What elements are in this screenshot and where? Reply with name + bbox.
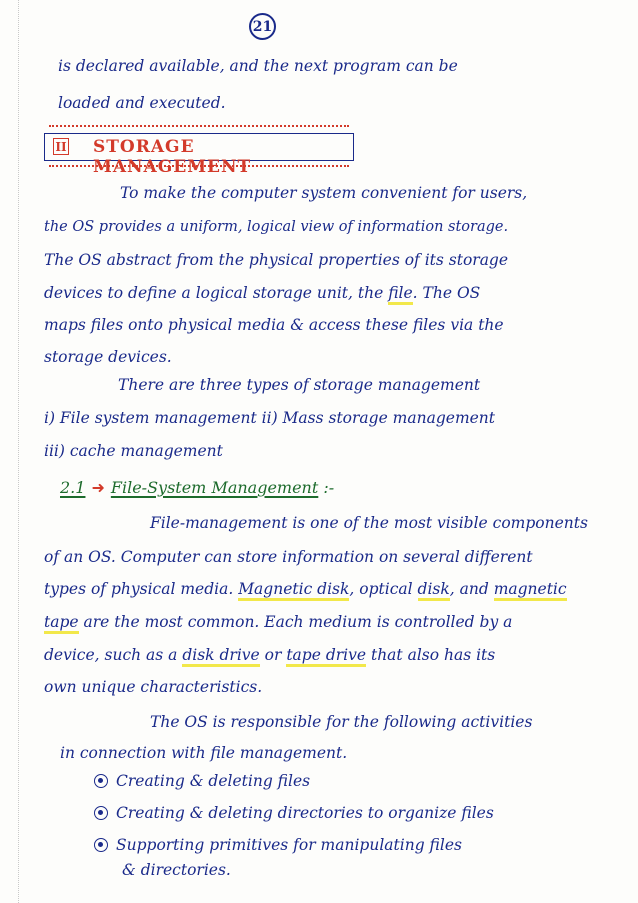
highlight-magnetic: magnetic xyxy=(494,580,567,601)
highlight-tape-drive: tape drive xyxy=(286,646,366,667)
highlight-disk: disk xyxy=(418,580,450,601)
para2-line-5-end: that also has its xyxy=(366,646,496,664)
intro-line-1: is declared available, and the next program can be xyxy=(58,57,458,75)
activity-item-1 xyxy=(94,771,310,791)
para2-line-1: File-management is one of the most visible components xyxy=(150,514,588,532)
activity-text: Creating & deleting files xyxy=(116,772,311,790)
para2-line-2: of an OS. Computer can store information on several different xyxy=(44,548,533,566)
para1-line-4 xyxy=(44,283,480,303)
highlight-disk-drive: disk drive xyxy=(182,646,259,667)
para2-line-4 xyxy=(44,612,512,632)
para1-line-3: The OS abstract from the physical properties of its storage xyxy=(44,251,509,269)
activity-item-2 xyxy=(94,803,494,823)
bullet-icon xyxy=(94,774,108,788)
para3-line-2: in connection with file management. xyxy=(60,744,348,762)
page-number-badge: 21 xyxy=(249,13,276,40)
bullet-icon xyxy=(94,806,108,820)
margin-line xyxy=(18,0,20,903)
subsection-heading xyxy=(60,478,334,498)
activity-item-3-continuation: & directories. xyxy=(122,861,231,879)
para1-line-2: the OS provides a uniform, logical view of information storage. xyxy=(44,219,509,235)
para2-line-3-start: types of physical media. xyxy=(44,580,239,598)
para2-line-5 xyxy=(44,645,495,665)
para1-line-5: maps files onto physical media & access these files via the xyxy=(44,316,504,334)
types-intro: There are three types of storage management xyxy=(118,376,481,394)
section-title: STORAGE MANAGEMENT xyxy=(93,137,252,177)
subsection-suffix: :- xyxy=(323,478,335,497)
activity-text: Supporting primitives for manipulating files xyxy=(116,836,462,854)
para2-line-5-mid: or xyxy=(259,646,287,664)
para2-line-5-start: device, such as a xyxy=(44,646,183,664)
section-number: II xyxy=(53,138,69,155)
para1-line-4-start: devices to define a logical storage unit, the xyxy=(44,284,389,302)
para2-line-4-end: are the most common. Each medium is controlled by a xyxy=(78,613,513,631)
para2-line-6: own unique characteristics. xyxy=(44,678,263,696)
activity-text: Creating & deleting directories to organize files xyxy=(116,804,494,822)
para1-line-6: storage devices. xyxy=(44,348,172,366)
highlight-tape: tape xyxy=(44,613,79,634)
para3-line-1: The OS is responsible for the following activities xyxy=(150,713,533,731)
types-line-2: iii) cache management xyxy=(44,442,223,460)
intro-line-2: loaded and executed. xyxy=(58,94,226,112)
subsection-title: File-System Management xyxy=(110,478,319,497)
highlight-magnetic-disk: Magnetic disk xyxy=(238,580,349,601)
arrow-right-icon: ➜ xyxy=(91,478,105,497)
para2-line-3-mid2: , and xyxy=(449,580,494,598)
types-line-1: i) File system management ii) Mass storage management xyxy=(44,409,496,427)
bullet-icon xyxy=(94,838,108,852)
activity-item-3 xyxy=(94,835,462,855)
para2-line-3 xyxy=(44,579,567,599)
para1-line-1: To make the computer system convenient for users, xyxy=(120,184,528,202)
para2-line-3-mid: , optical xyxy=(349,580,418,598)
subsection-number: 2.1 xyxy=(60,478,86,497)
section-heading-box xyxy=(44,133,354,177)
highlight-file: file xyxy=(388,284,412,305)
para1-line-4-end: . The OS xyxy=(412,284,481,302)
